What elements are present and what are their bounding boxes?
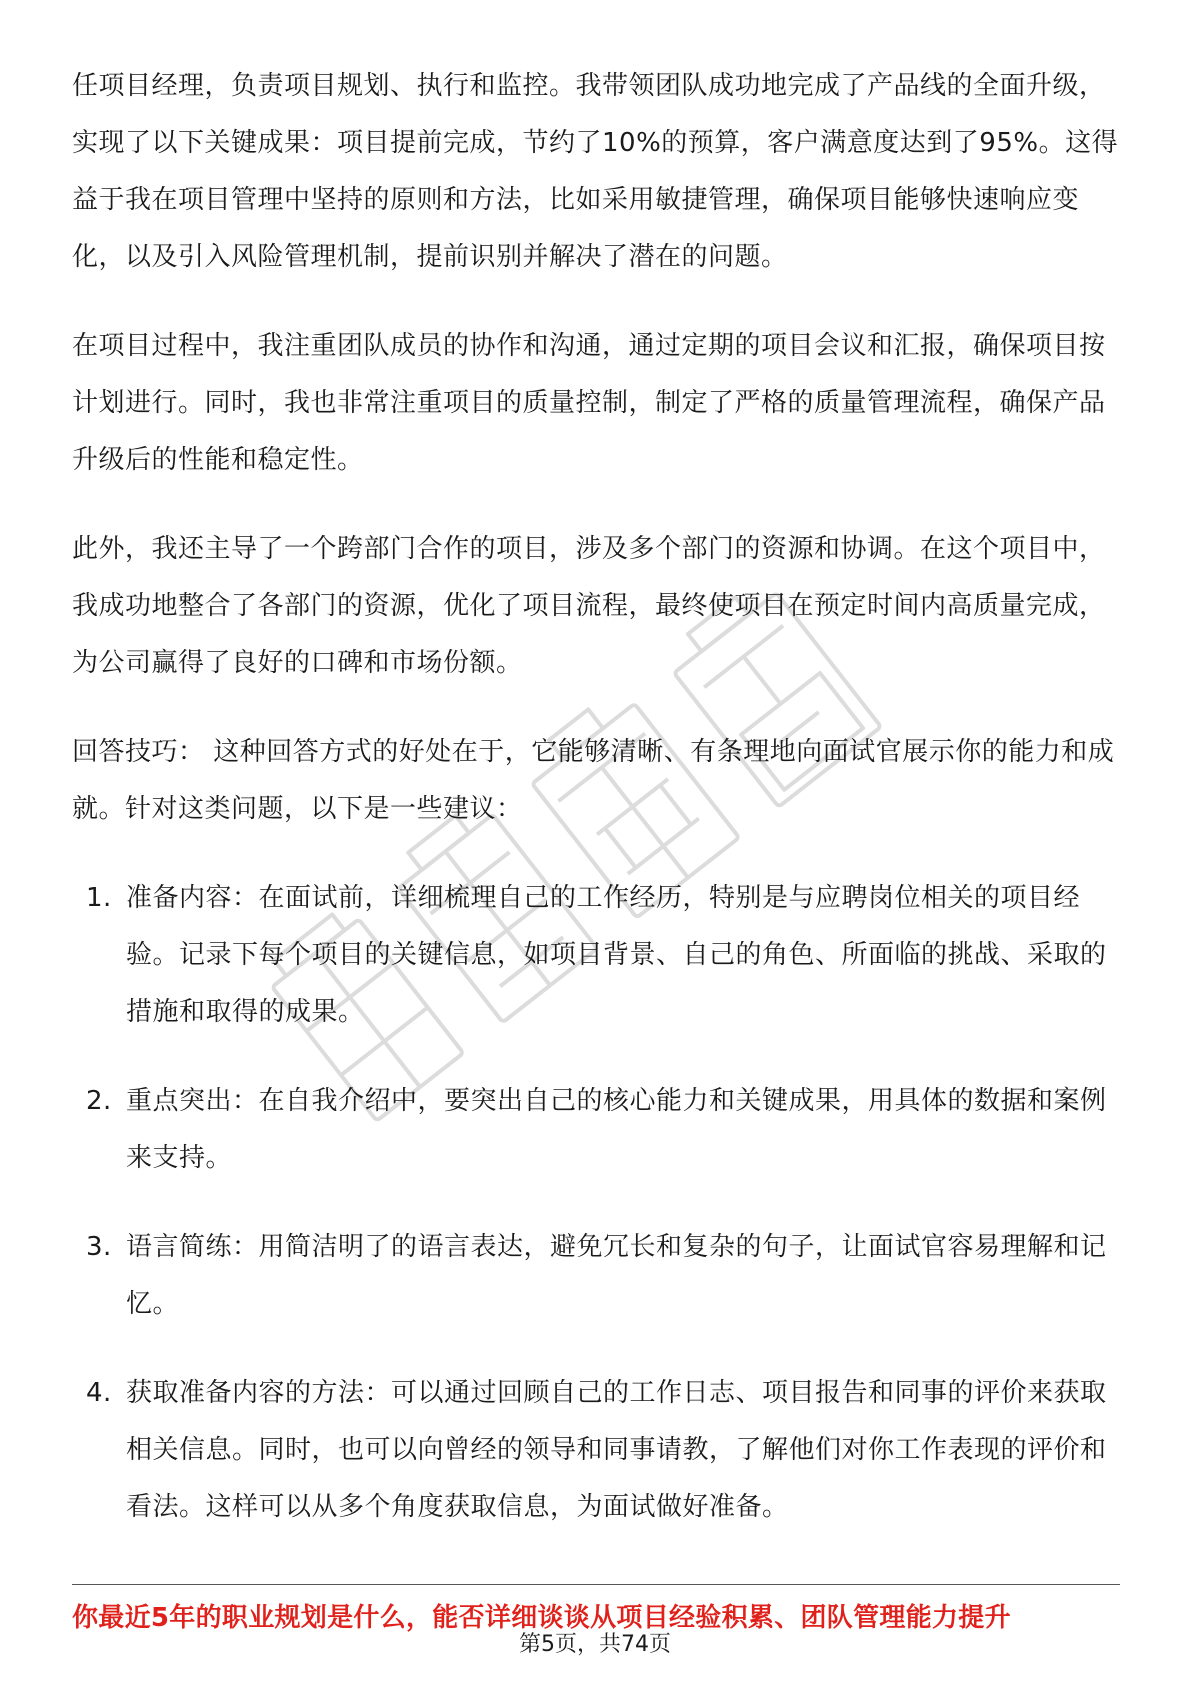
answer-tips-intro: 回答技巧： 这种回答方式的好处在于，它能够清晰、有条理地向面试官展示你的能力和成就。针对这类问题，以下是一些建议： <box>72 737 1115 824</box>
list-item-number: 3. <box>86 1232 112 1262</box>
body-paragraph: 此外，我还主导了一个跨部门合作的项目，涉及多个部门的资源和协调。在这个项目中，我成功地整合了各部门的资源，优化了项目流程，最终使项目在预定时间内高质量完成，为公司赢得了良好的口碑和市场份额。 <box>72 534 1106 678</box>
list-item-number: 1. <box>86 883 112 913</box>
next-question-heading: 你最近5年的职业规划是什么，能否详细谈谈从项目经验积累、团队管理能力提升 <box>72 1603 1011 1633</box>
list-item-text: 准备内容：在面试前，详细梳理自己的工作经历，特别是与应聘岗位相关的项目经验。记录下每个项目的关键信息，如项目背景、自己的角色、所面临的挑战、采取的措施和取得的成果。 <box>126 883 1107 1027</box>
list-item-text: 重点突出：在自我介绍中，要突出自己的核心能力和关键成果，用具体的数据和案例来支持。 <box>126 1086 1107 1173</box>
page-number: 第5页，共74页 <box>519 1632 671 1657</box>
body-paragraph: 任项目经理，负责项目规划、执行和监控。我带领团队成功地完成了产品线的全面升级，实现了以下关键成果：项目提前完成，节约了10%的预算，客户满意度达到了95%。这得益于我在项目管理中坚持的原则和方法，比如采用敏捷管理，确保项目能够快速响应变化，以及引入风险管理机制，提前识别并解决了潜在的问题。 <box>72 71 1119 272</box>
list-item <box>72 870 1122 1041</box>
list-item-text: 语言简练：用简洁明了的语言表达，避免冗长和复杂的句子，让面试官容易理解和记忆。 <box>126 1232 1107 1319</box>
list-item-number: 2. <box>86 1086 112 1116</box>
list-item-text: 获取准备内容的方法：可以通过回顾自己的工作日志、项目报告和同事的评价来获取相关信息。同时，也可以向曾经的领导和同事请教，了解他们对你工作表现的评价和看法。这样可以从多个角度获取信息，为面试做好准备。 <box>126 1378 1107 1522</box>
list-item <box>72 1219 1122 1333</box>
main-content <box>72 58 1122 1568</box>
footer-divider <box>72 1584 1120 1585</box>
body-paragraph: 在项目过程中，我注重团队成员的协作和沟通，通过定期的项目会议和汇报，确保项目按计划进行。同时，我也非常注重项目的质量控制，制定了严格的质量管理流程，确保产品升级后的性能和稳定性。 <box>72 331 1106 475</box>
tips-list <box>72 870 1122 1536</box>
list-item <box>72 1073 1122 1187</box>
list-item-number: 4. <box>86 1378 112 1408</box>
list-item <box>72 1365 1122 1536</box>
